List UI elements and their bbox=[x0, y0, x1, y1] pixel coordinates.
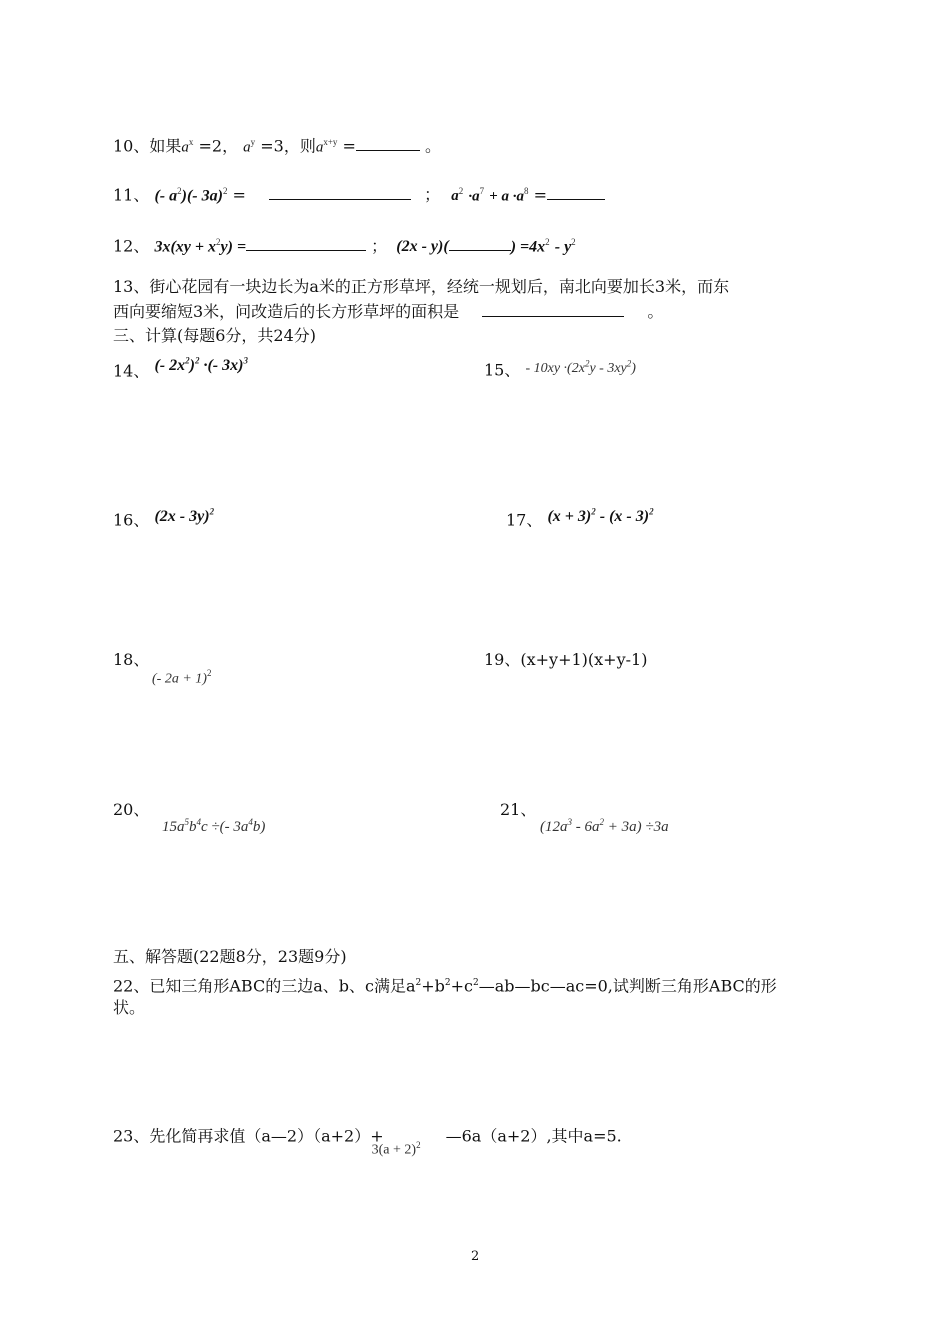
question-16: 16、 (2x - 3y)$^2$ bbox=[113, 507, 215, 530]
question-23: 23、先化简再求值（a—2）（a+2）+3(a + 2)$^2$ —6a（a+2）,其中a=5. bbox=[113, 1123, 622, 1149]
answer-blank-11a[interactable] bbox=[269, 185, 411, 200]
question-22-line-2: 状。 bbox=[113, 998, 146, 1017]
question-21-expression: $(12a^3 - 6a^2 + 3a) \div 3a$ bbox=[540, 817, 669, 835]
answer-blank-10[interactable] bbox=[356, 136, 420, 151]
page-number: 2 bbox=[471, 1249, 480, 1264]
question-12: 12、 $3x(xy + x^2y)$ = ； (2x - y)( ) $=4x^2 - y^2$ bbox=[113, 236, 576, 256]
answer-blank-12a[interactable] bbox=[246, 236, 366, 251]
question-10: 10、如果$a^x =2$， $a^y =3$，则$a^{x+y}$ = 。 bbox=[113, 136, 442, 156]
fraction-denominator: $3(a + 2)^2$ bbox=[371, 1140, 421, 1158]
question-18-expression: (- 2a + 1)$^2$ bbox=[152, 668, 212, 687]
question-22-line-1: 22、已知三角形ABC的三边a、b、c满足$a^2+b^2+c^2—ab—bc—ac=0$,试判断三角形ABC的形 bbox=[113, 976, 777, 996]
question-20: 20、 bbox=[113, 800, 150, 819]
question-18: 18、 bbox=[113, 650, 150, 669]
question-17: 17、 $(x + 3)^2 - (x - 3)^2$ bbox=[506, 507, 654, 530]
question-19: 19、(x+y+1)(x+y-1) bbox=[484, 650, 648, 669]
question-11: 11、 (- $a^2)(-$ 3a)$^2$ = ； $a^2 \cdot a^7 + a \cdot a^8$ = bbox=[113, 181, 605, 206]
answer-blank-12b[interactable] bbox=[449, 236, 511, 251]
question-13-line-1: 13、街心花园有一块边长为a米的正方形草坪，经统一规划后，南北向要加长3米，而东 bbox=[113, 277, 730, 296]
question-21: 21、 bbox=[500, 800, 537, 819]
answer-blank-13[interactable] bbox=[482, 302, 624, 317]
question-20-expression: $15a^5b^4c$ ÷(- $3a^4b$) bbox=[162, 817, 266, 835]
section-5-title: 五、解答题(22题8分，23题9分) bbox=[113, 947, 347, 966]
answer-blank-11b[interactable] bbox=[547, 185, 605, 200]
question-15: 15、 - $10xy \cdot(2x^2y - 3xy^2)$ bbox=[484, 358, 636, 380]
section-3-title: 三、计算(每题6分，共24分) bbox=[113, 326, 317, 345]
question-14: 14、 (- $2x^2)^2$ ·(- 3x)$^3$ bbox=[113, 356, 248, 381]
question-13-line-2: 西向要缩短3米，问改造后的长方形草坪的面积是 。 bbox=[113, 302, 664, 321]
